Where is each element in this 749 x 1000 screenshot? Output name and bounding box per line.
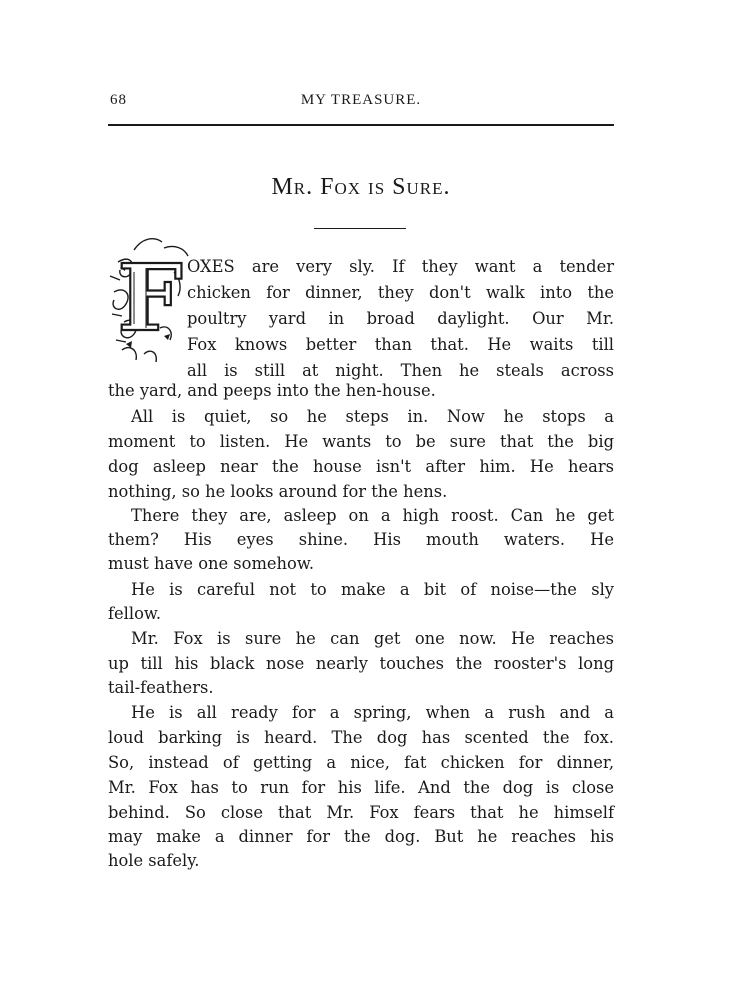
text-line: may make a dinner for the dog. But he reaches his: [108, 827, 614, 846]
text-line: tail-feathers.: [108, 678, 214, 697]
page-number: 68: [110, 92, 127, 108]
dropcap-letter: F: [117, 244, 183, 352]
text-line: He is careful not to make a bit of noise—the sly: [131, 580, 614, 599]
running-head: MY TREASURE.: [300, 92, 422, 108]
text-line: loud barking is heard. The dog has scented the fox.: [108, 728, 614, 747]
text-line: dog asleep near the house isn't after him. He hears: [108, 457, 614, 476]
title-rule: [314, 228, 406, 229]
text-line: There they are, asleep on a high roost. Can he get: [131, 506, 614, 525]
text-line: nothing, so he looks around for the hens.: [108, 482, 448, 501]
text-line: must have one somehow.: [108, 554, 314, 573]
text-line: chicken for dinner, they don't walk into the: [187, 283, 614, 302]
dropcap-ornament-icon: [104, 232, 192, 372]
text-line: up till his black nose nearly touches the rooster's long: [108, 654, 614, 673]
text-line: them? His eyes shine. His mouth waters. He: [108, 530, 614, 549]
text-line: moment to listen. He wants to be sure that the big: [108, 432, 614, 451]
text-line: poultry yard in broad daylight. Our Mr.: [187, 309, 614, 328]
page-header: [108, 92, 614, 116]
text-line: Fox knows better than that. He waits till: [187, 335, 614, 354]
text-line: OXES are very sly. If they want a tender: [187, 257, 614, 276]
text-line: behind. So close that Mr. Fox fears that he himself: [108, 803, 614, 822]
header-rule: [108, 124, 614, 126]
text-line: So, instead of getting a nice, fat chicken for dinner,: [108, 753, 614, 772]
text-line: He is all ready for a spring, when a rush and a: [131, 703, 614, 722]
text-line: fellow.: [108, 604, 162, 623]
text-line: hole safely.: [108, 851, 200, 870]
text-line: all is still at night. Then he steals across: [187, 361, 614, 380]
text-line: the yard, and peeps into the hen-house.: [108, 381, 436, 400]
text-line: All is quiet, so he steps in. Now he stops a: [131, 407, 614, 426]
story-title: Mr. Fox is Sure.: [271, 174, 451, 200]
text-line: Mr. Fox is sure he can get one now. He reaches: [131, 629, 614, 648]
text-line: Mr. Fox has to run for his life. And the dog is close: [108, 778, 614, 797]
